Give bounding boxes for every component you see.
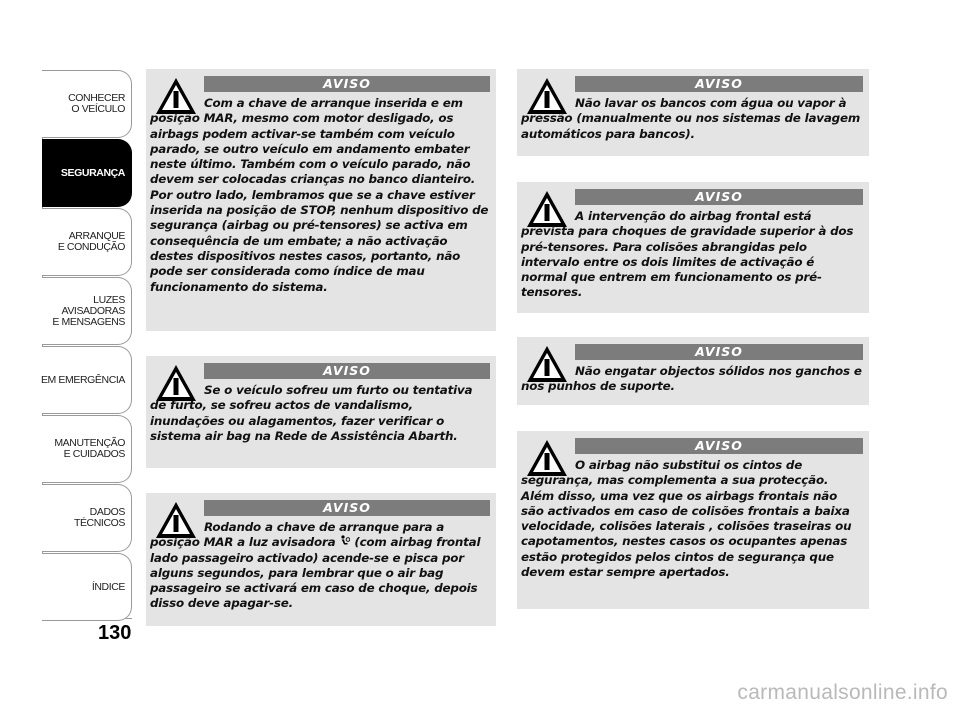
warning-label: AVISO bbox=[575, 189, 863, 205]
tab-arranque-e-conducao[interactable]: ARRANQUE E CONDUÇÃO bbox=[42, 208, 132, 276]
tab-conhecer-o-veiculo[interactable]: CONHECER O VEÍCULO bbox=[42, 70, 132, 138]
warning-box-theft-vandalism bbox=[146, 356, 496, 468]
warning-label: AVISO bbox=[204, 76, 490, 92]
page-number: 130 bbox=[98, 622, 132, 644]
tab-luzes-avisadoras[interactable]: LUZES AVISADORAS E MENSAGENS bbox=[42, 277, 132, 345]
warning-label: AVISO bbox=[204, 500, 490, 516]
warning-label: AVISO bbox=[575, 438, 863, 454]
warning-label: AVISO bbox=[575, 76, 863, 92]
watermark: carmanualsonline.info bbox=[737, 681, 948, 704]
warning-box-hooks-handles bbox=[517, 337, 869, 405]
warning-text: A intervenção do airbag frontal está prevista para choques de gravidade superior à dos pré-tensores. Para colisões abrangidas pelo intervalo entre os dois limites de activação é normal que entrem em funcionamento os pré-tensores. bbox=[521, 209, 854, 300]
warning-text: O airbag não substitui os cintos de segurança, mas complementa a sua protecção. Além disso, uma vez que os airbags frontais não são activados em caso de colisões frontais a baixa velocidade, colisões laterais , colisões traseiras ou capotamentos, nestes casos os ocupantes apenas estão protegidos pelos cintos de segurança que devem estar sempre apertados. bbox=[521, 458, 852, 580]
tab-indice[interactable]: ÍNDICE bbox=[42, 553, 132, 621]
warning-text: Com a chave de arranque inserida e em posição MAR, mesmo com motor desligado, os airbags podem activar-se também com veículo parado, se outro veículo em andamento embater neste último. Também com o veículo parado, não devem ser colocadas crianças no banco dianteiro. Por outro lado, lembramos que se a chave estiver inserida na posição de STOP, nenhum dispositivo de segurança (airbag ou pré-tensores) se activa em consequência de um embate; a não activação destes dispositivos nestes casos, portanto, não pode ser considerada como índice de mau funcionamento do sistema. bbox=[150, 96, 489, 294]
warning-text: Não engatar objectos sólidos nos ganchos e nos punhos de suporte. bbox=[521, 364, 862, 394]
warning-box-seat-belts bbox=[517, 431, 869, 609]
tab-em-emergencia[interactable]: EM EMERGÊNCIA bbox=[42, 346, 132, 414]
warning-label: AVISO bbox=[575, 344, 863, 360]
tab-seguranca[interactable]: SEGURANÇA bbox=[42, 139, 132, 207]
tab-dados-tecnicos[interactable]: DADOS TÉCNICOS bbox=[42, 484, 132, 552]
warning-box-seat-washing bbox=[517, 69, 869, 156]
airbag-warning-light-icon bbox=[339, 535, 350, 547]
warning-box-passenger-airbag-light bbox=[146, 493, 496, 626]
warning-text: Se o veículo sofreu um furto ou tentativa de furto, se sofreu actos de vandalismo, inundações ou alagamentos, fazer verificar o sistema air bag na Rede de Assistência Abarth. bbox=[150, 383, 473, 443]
warning-box-frontal-airbag-intervention bbox=[517, 182, 869, 313]
warning-text: Não lavar os bancos com água ou vapor à pressão (manualmente ou nos sistemas de lavagem automáticos para bancos). bbox=[521, 96, 861, 141]
warning-text: Rodando a chave de arranque para a posição MAR a luz avisadora (com airbag frontal lado passageiro activado) acende-se e pisca por alguns segundos, para lembrar que o air bag passageiro se activará em caso de choque, depois disso deve apagar-se. bbox=[150, 520, 481, 611]
tab-manutencao-e-cuidados[interactable]: MANUTENÇÃO E CUIDADOS bbox=[42, 415, 132, 483]
warning-box-ignition-mar bbox=[146, 69, 496, 331]
warning-label: AVISO bbox=[204, 363, 490, 379]
